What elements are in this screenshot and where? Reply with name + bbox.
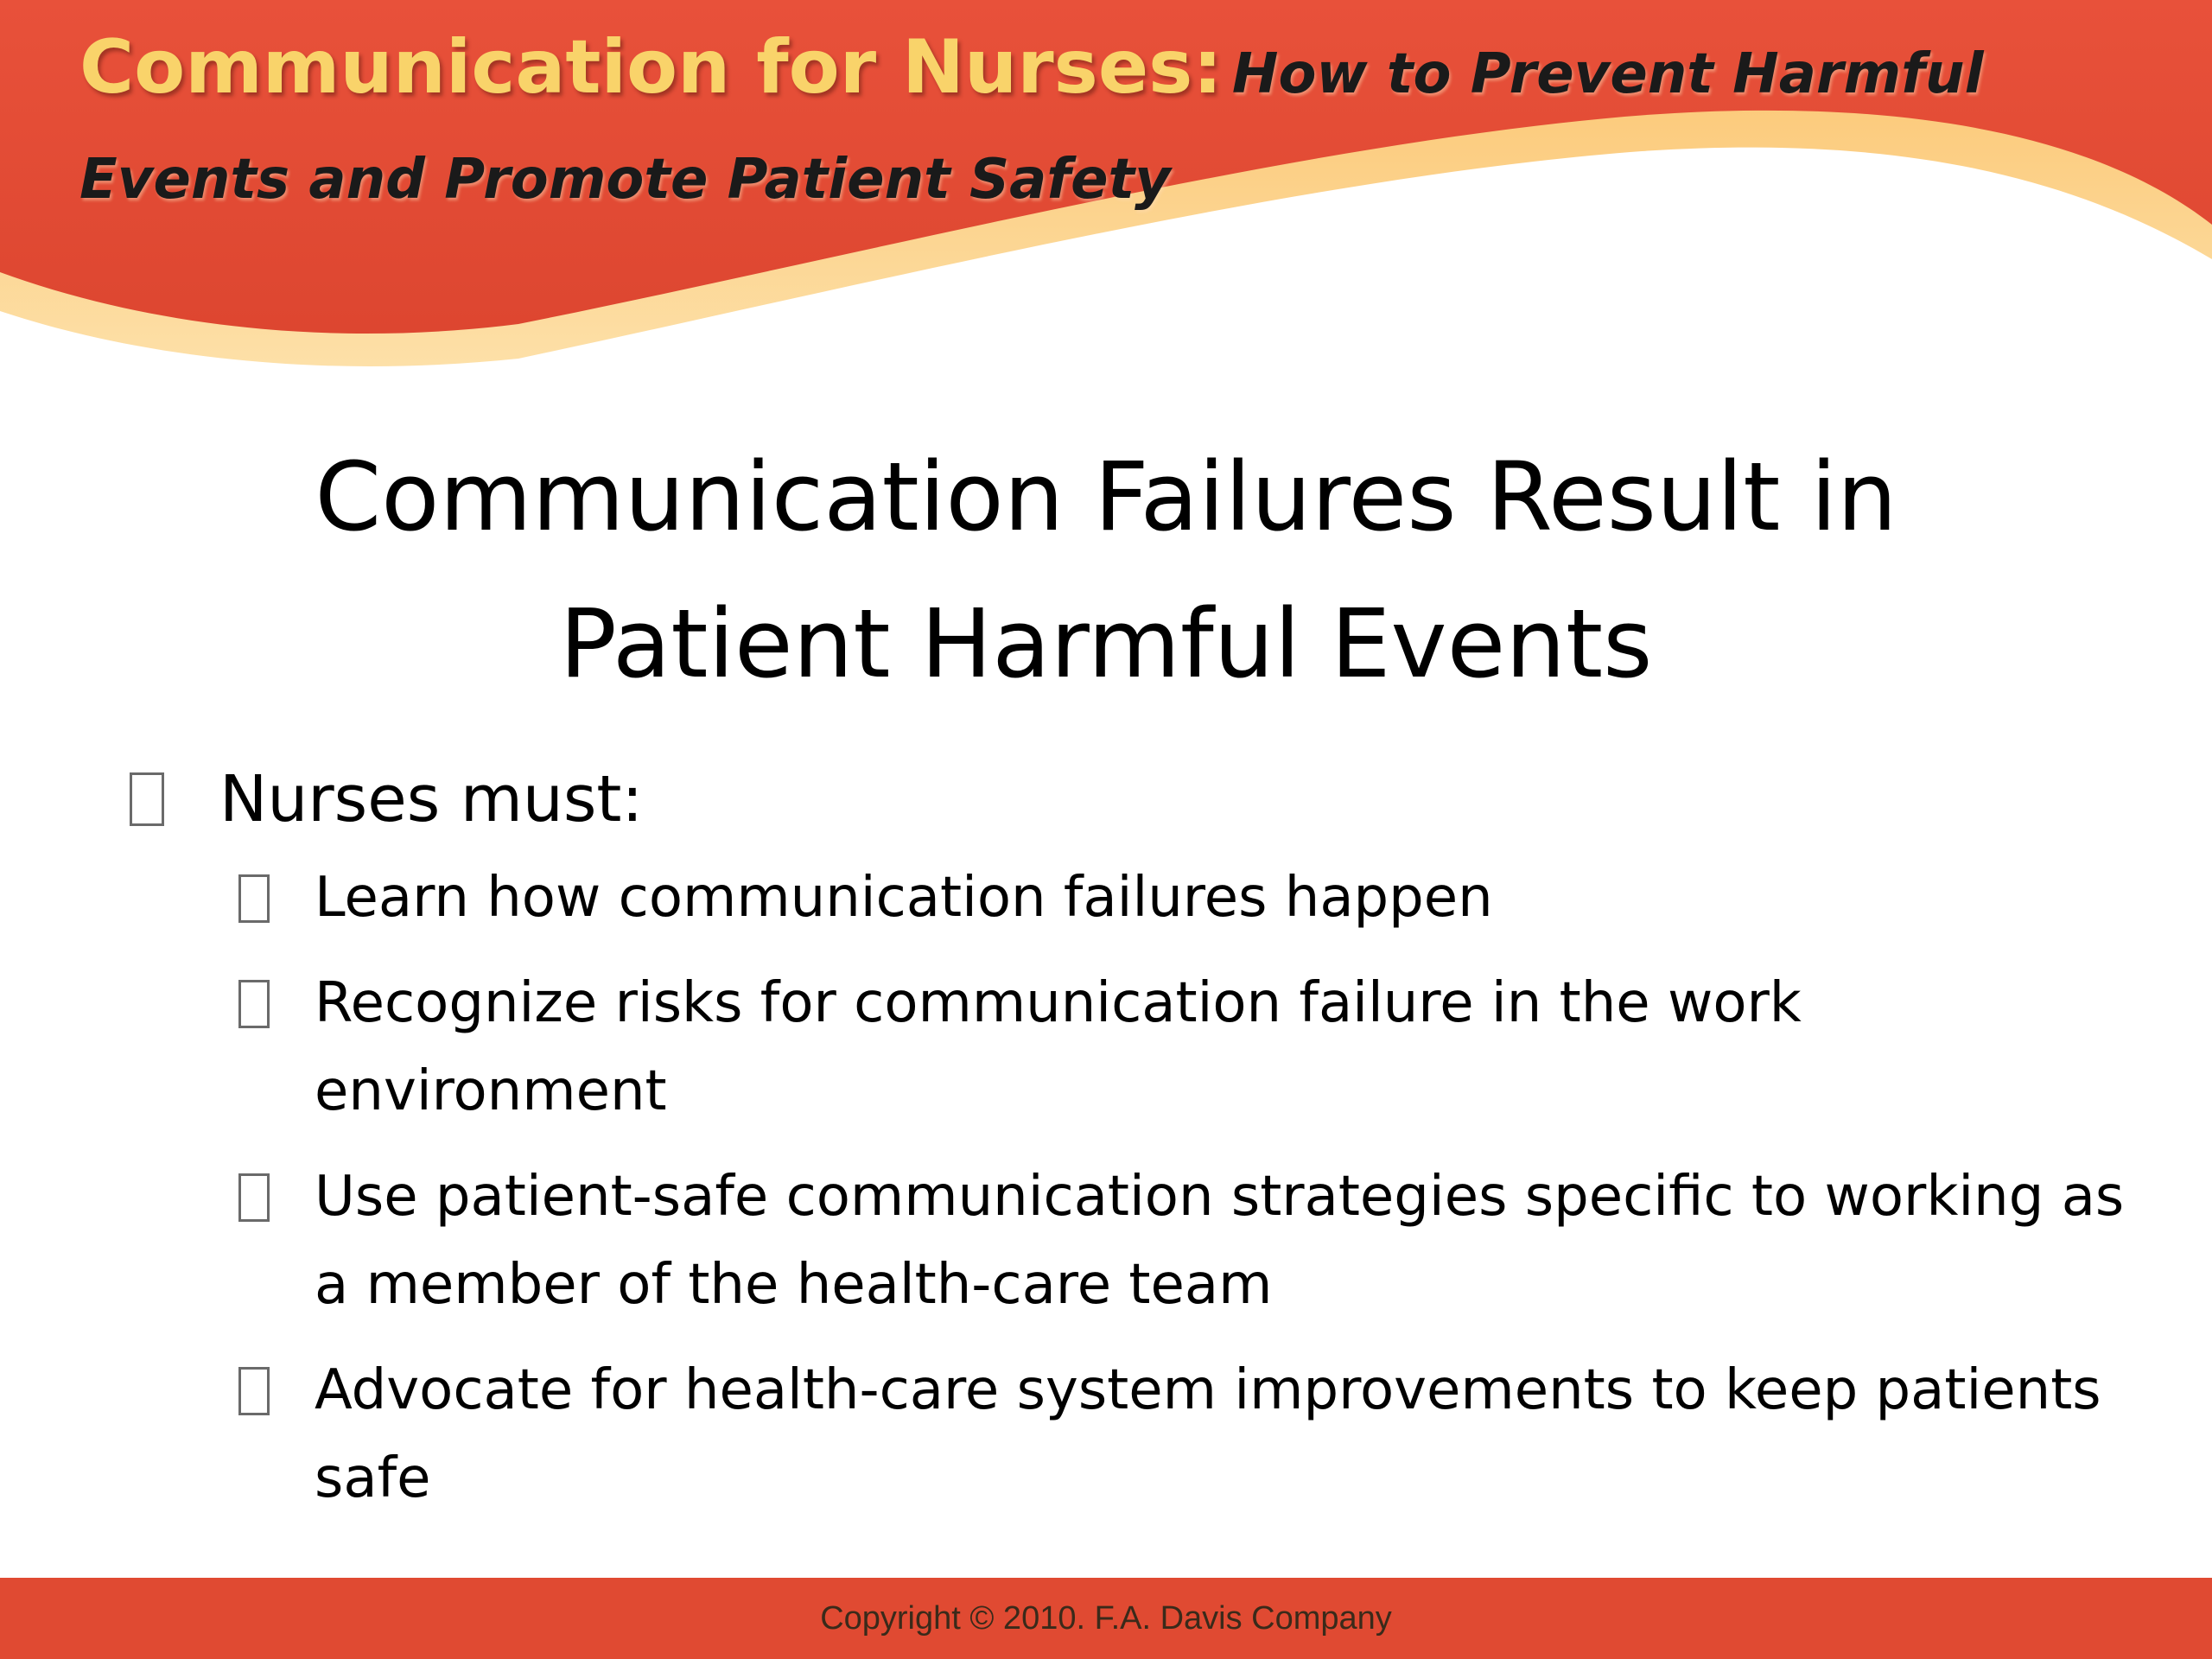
header-title-subtitle: How to Prevent Harmful Events and Promote Patient Safety	[79, 42, 1984, 212]
sub-bullet-item	[238, 959, 2143, 1135]
sub-bullet-text: Learn how communication failures happen	[315, 866, 1493, 930]
bullet-box-icon	[130, 772, 164, 826]
sub-bullet-item	[238, 854, 2143, 942]
bullet-list	[130, 752, 2143, 1540]
bullet-text: Nurses must:	[219, 762, 644, 836]
bullet-box-icon	[238, 1367, 270, 1415]
header-title-main: Communication for Nurses:	[79, 24, 1223, 111]
bullet-box-icon	[238, 874, 270, 923]
sub-bullet-item	[238, 1153, 2143, 1329]
bullet-box-icon	[238, 980, 270, 1028]
sub-bullet-text: Recognize risks for communication failure in the work environment	[315, 971, 1802, 1123]
slide-title: Communication Failures Result in Patient Harmful Events	[315, 442, 1897, 699]
bullet-box-icon	[238, 1173, 270, 1222]
footer-bar	[0, 1578, 2212, 1659]
bullet-item	[130, 752, 2143, 847]
sub-bullet-text: Use patient-safe communication strategies specific to working as a member of the health-care team	[315, 1165, 2125, 1317]
header-title	[79, 19, 2171, 237]
copyright-text: Copyright © 2010. F.A. Davis Company	[820, 1600, 1392, 1637]
sub-bullet-item	[238, 1346, 2143, 1522]
sub-bullet-text: Advocate for health-care system improvements to keep patients safe	[315, 1358, 2101, 1510]
